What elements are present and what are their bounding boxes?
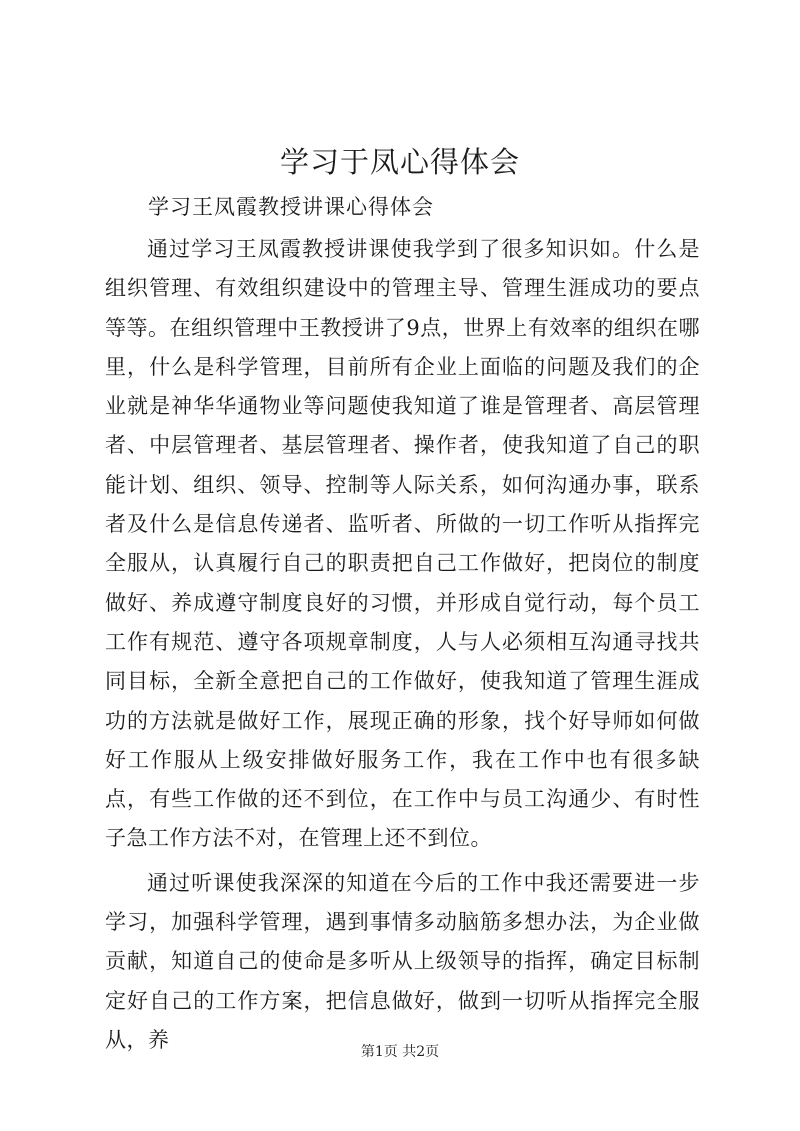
body-paragraph-1: 通过学习王凤霞教授讲课使我学到了很多知识如。什么是组织管理、有效组织建设中的管理主导、管理生涯成功的要点等等。在组织管理中王教授讲了9点，世界上有效率的组织在哪里，什么是科学管理，目前所有企业上面临的问题及我们的企业就是神华华通物业等问题使我知道了谁是管理者、高层管理者、中层管理者、基层管理者、操作者，使我知道了自己的职能计划、组织、领导、控制等人际关系，如何沟通办事，联系者及什么是信息传递者、监听者、所做的一切工作听从指挥完全服从，认真履行自己的职责把自己工作做好，把岗位的制度做好、养成遵守制度良好的习惯，并形成自觉行动，每个员工工作有规范、遵守各项规章制度，人与人必须相互沟通寻找共同目标，全新全意把自己的工作做好，使我知道了管理生涯成功的方法就是做好工作，展现正确的形象，找个好导师如何做好工作服从上级安排做好服务工作，我在工作中也有很多缺点，有些工作做的还不到位，在工作中与员工沟通少、有时性子急工作方法不对，在管理上还不到位。 xyxy=(105,237,700,851)
document-subtitle: 学习王凤霞教授讲课心得体会 xyxy=(148,195,434,219)
document-title: 学习于凤心得体会 xyxy=(279,145,520,179)
page-number-footer: 第1页 共2页 xyxy=(360,1044,440,1060)
body-paragraph-2: 通过听课使我深深的知道在今后的工作中我还需要进一步学习，加强科学管理，遇到事情多动脑筋多想办法，为企业做贡献，知道自己的使命是多听从上级领导的指挥，确定目标制定好自己的工作方案，把信息做好，做到一切听从指挥完全服从，养 xyxy=(105,870,700,1052)
document-body xyxy=(105,230,700,1060)
